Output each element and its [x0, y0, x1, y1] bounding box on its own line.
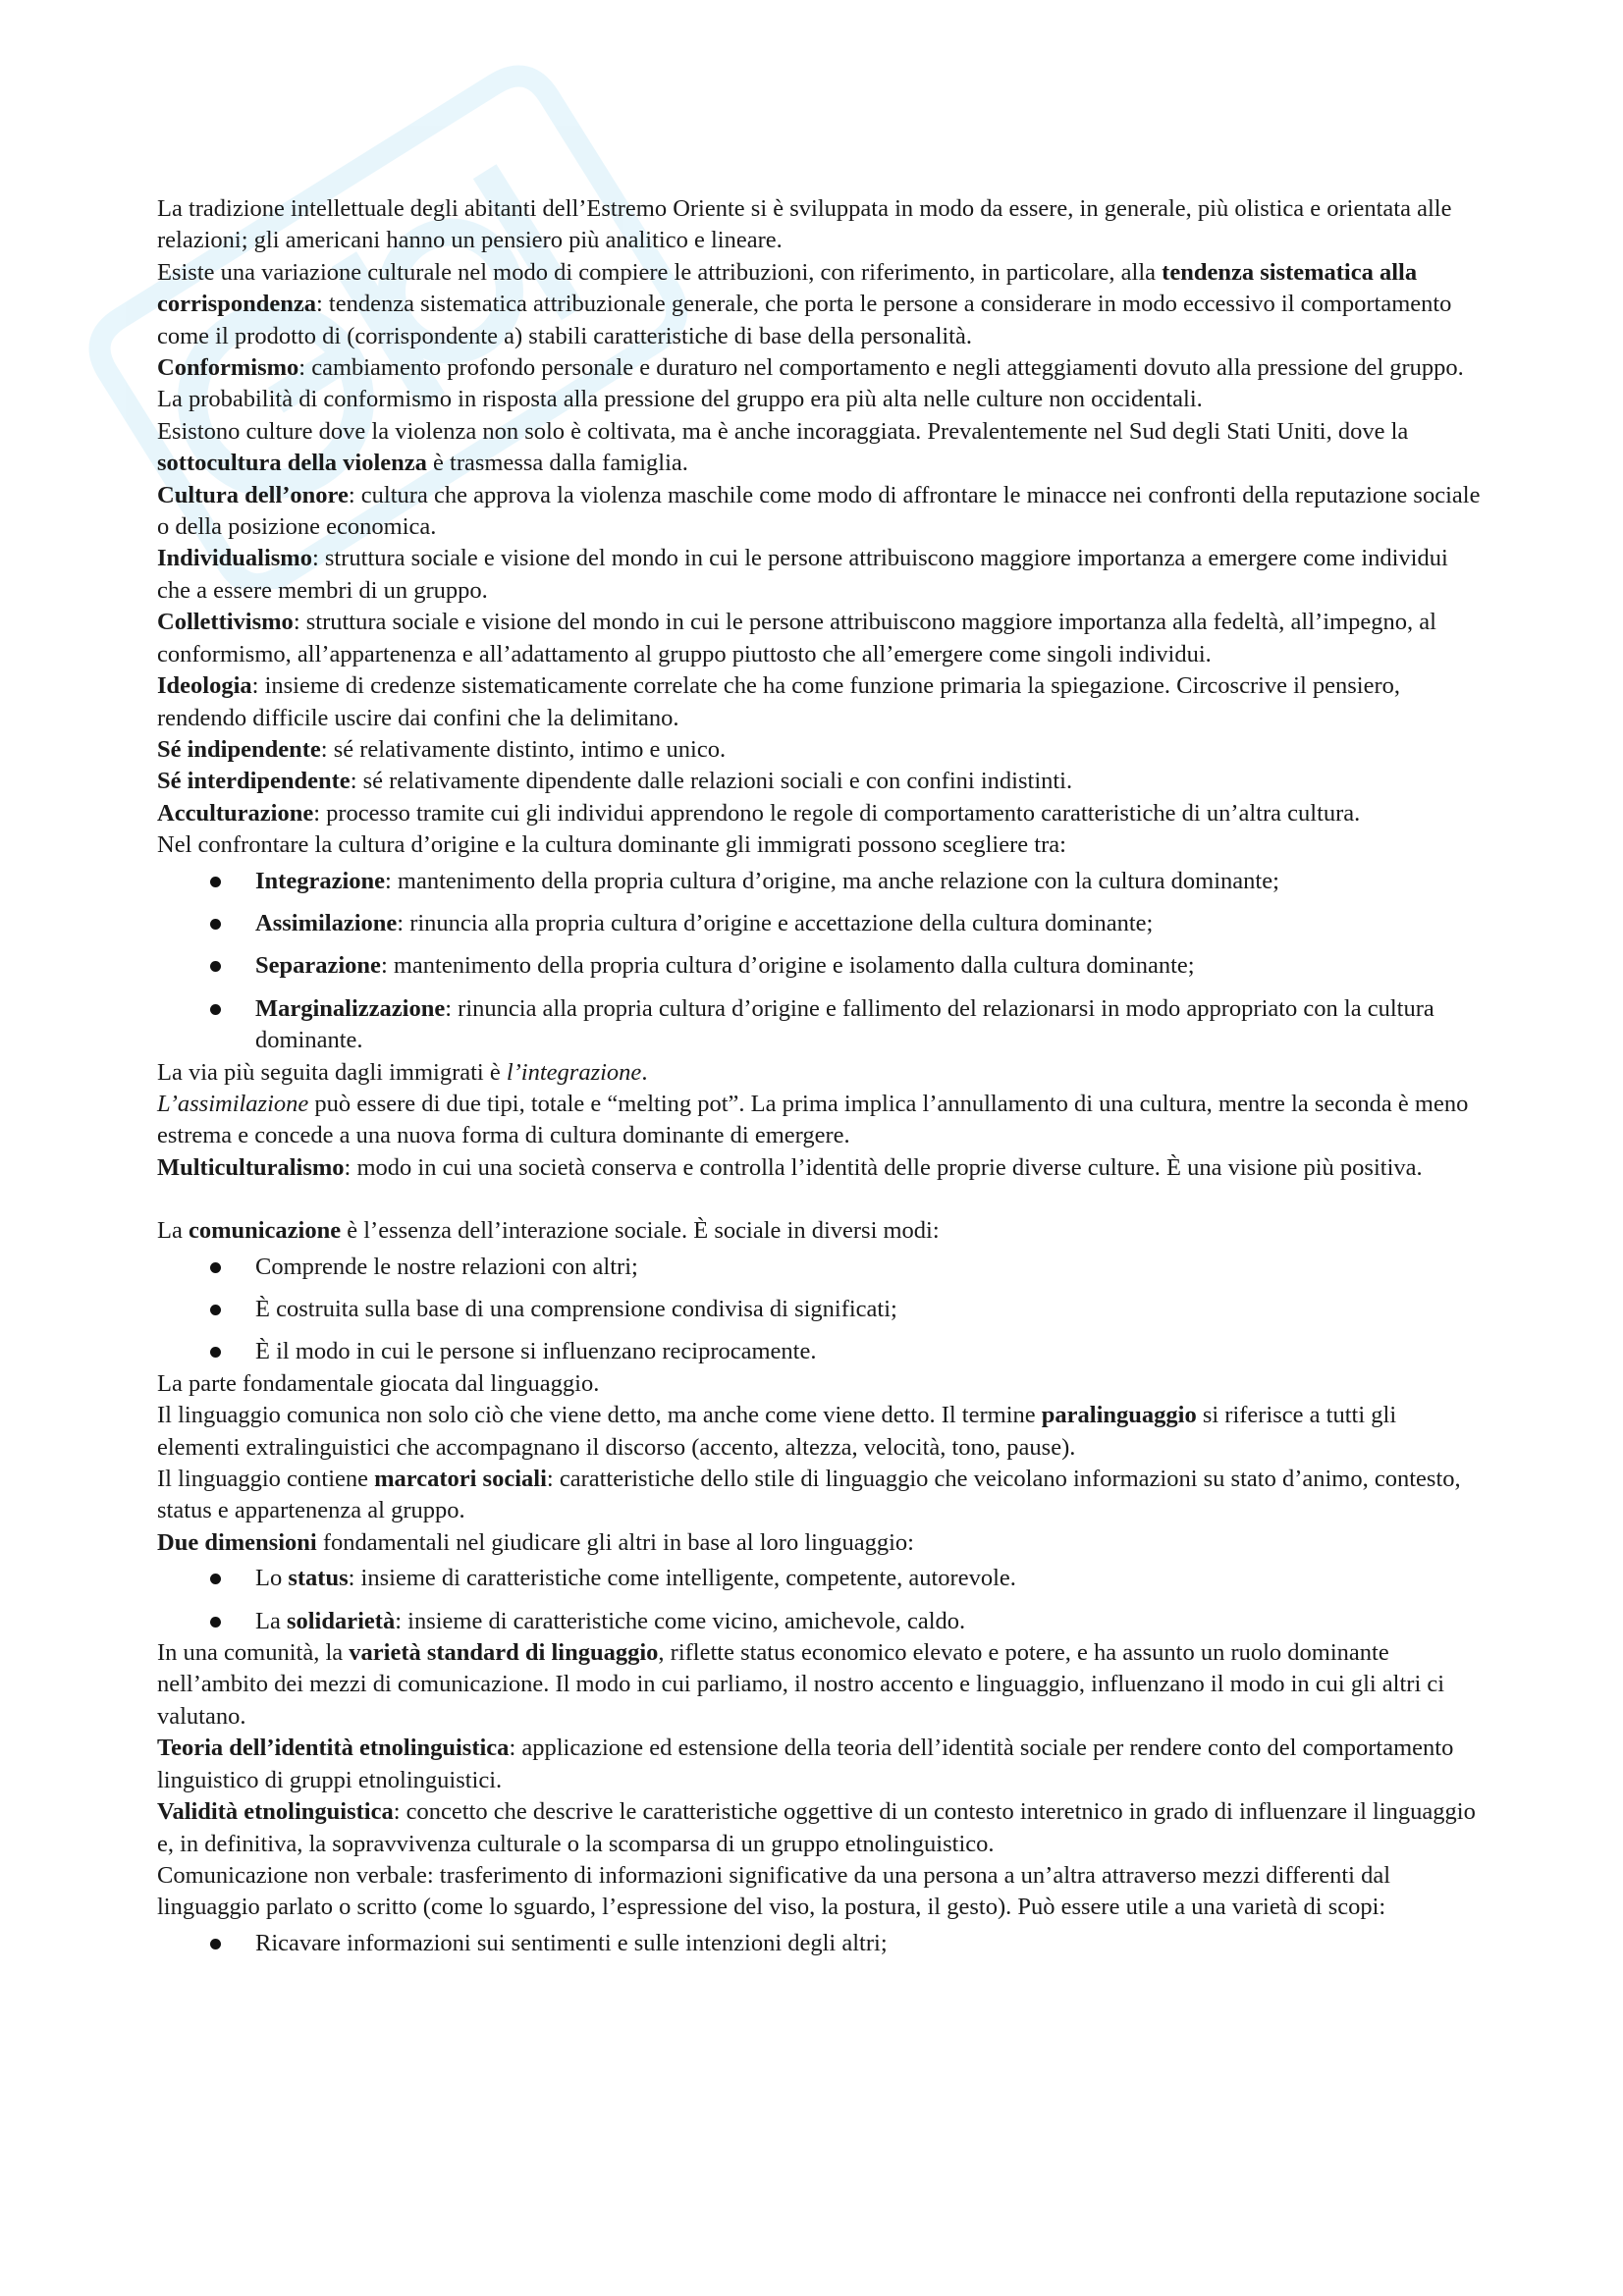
paragraph: Esiste una variazione culturale nel modo di compiere le attribuzioni, con riferimento, in particolare, alla tendenza sistematica alla corrispondenza: tendenza sistematica attribuzionale generale, che porta le persone a considerare in modo eccessivo il comportamento come il prodotto di (corrispondente a) stabili caratteristiche di base della personalità. [157, 258, 1452, 349]
list-item: Assimilazione: rinuncia alla propria cultura d’origine e accettazione della cultura dominante; [255, 908, 1483, 939]
paragraph: Nel confrontare la cultura d’origine e la cultura dominante gli immigrati possono scegliere tra: [157, 831, 1066, 859]
term: Sé indipendente [157, 735, 321, 763]
paragraph: Individualismo: struttura sociale e visione del mondo in cui le persone attribuiscono maggiore importanza a emergere come individui che a essere membri di un gruppo. [157, 545, 1448, 604]
term: Separazione [255, 952, 381, 980]
term: comunicazione [188, 1217, 342, 1245]
paragraph: Comunicazione non verbale: trasferimento di informazioni significative da una persona a un’altra attraverso mezzi differenti dal linguaggio parlato o scritto (come lo sguardo, l’espressione del viso, la postura, il gesto). Può essere utile a una varietà di scopi: [157, 1861, 1391, 1921]
paragraph: La tradizione intellettuale degli abitanti dell’Estremo Oriente si è sviluppata in modo da essere, in generale, più olistica e orientata alle relazioni; gli americani hanno un pensiero più analitico e lineare. [157, 195, 1452, 254]
paragraph: Il linguaggio contiene marcatori sociali: caratteristiche dello stile di linguaggio che veicolano informazioni su stato d’animo, contesto, status e appartenenza al gruppo. [157, 1466, 1461, 1524]
list-item: Marginalizzazione: rinuncia alla propria cultura d’origine e fallimento del relazionarsi in modo appropriato con la cultura dominante. [255, 993, 1483, 1057]
paragraph: Il linguaggio comunica non solo ciò che viene detto, ma anche come viene detto. Il termine paralinguaggio si riferisce a tutti gli elementi extralinguistici che accompagnano il discorso (accento, altezza, velocità, tono, pause). [157, 1402, 1397, 1461]
list-item: Integrazione: mantenimento della propria cultura d’origine, ma anche relazione con la cultura dominante; [255, 866, 1483, 897]
list-item: Comprende le nostre relazioni con altri; [255, 1252, 1483, 1283]
term: sottocultura della violenza [157, 450, 427, 477]
paragraph: L’assimilazione può essere di due tipi, totale e “melting pot”. La prima implica l’annullamento di una cultura, mentre la seconda è meno estrema e concede a una nuova forma di cultura dominante di emergere. [157, 1090, 1469, 1149]
term: status [288, 1565, 349, 1592]
term: marcatori sociali [374, 1466, 547, 1493]
term: Assimilazione [255, 909, 398, 936]
term: Due dimensioni [157, 1528, 317, 1556]
term: tendenza sistematica alla corrispondenza [157, 258, 1418, 318]
paragraph: Cultura dell’onore: cultura che approva la violenza maschile come modo di affrontare le minacce nei confronti della reputazione sociale o della posizione economica. [157, 481, 1481, 541]
paragraph: Sé interdipendente: sé relativamente dipendente dalle relazioni sociali e con confini indistinti. [157, 768, 1073, 795]
paragraph: Sé indipendente: sé relativamente distinto, intimo e unico. [157, 735, 727, 763]
paragraph: Due dimensioni fondamentali nel giudicare gli altri in base al loro linguaggio: [157, 1528, 914, 1556]
paragraph: Conformismo: cambiamento profondo personale e duraturo nel comportamento e negli atteggiamenti dovuto alla pressione del gruppo. [157, 354, 1464, 382]
bullet-list-nonverbal [157, 1928, 1483, 1959]
term: Validità etnolinguistica [157, 1798, 394, 1826]
term: Conformismo [157, 354, 299, 382]
paragraph: La via più seguita dagli immigrati è l’integrazione. [157, 1058, 648, 1086]
paragraph: Ideologia: insieme di credenze sistematicamente correlate che ha come funzione primaria la spiegazione. Circoscrive il pensiero, rendendo difficile uscire dai confini che la delimitano. [157, 672, 1401, 731]
paragraph: Multiculturalismo: modo in cui una società conserva e controlla l’identità delle proprie diverse culture. È una visione più positiva. [157, 1153, 1423, 1181]
list-item: È costruita sulla base di una comprensione condivisa di significati; [255, 1294, 1483, 1325]
term: paralinguaggio [1041, 1402, 1197, 1429]
term: Integrazione [255, 867, 385, 894]
term: Acculturazione [157, 799, 314, 827]
term: Individualismo [157, 545, 312, 572]
term: varietà standard di linguaggio [349, 1639, 659, 1667]
paragraph: In una comunità, la varietà standard di linguaggio, riflette status economico elevato e potere, e ha assunto un ruolo dominante nell’ambito dei mezzi di comunicazione. Il modo in cui parliamo, il nostro accento e linguaggio, influenzano il modo in cui gli altri ci valutano. [157, 1639, 1445, 1730]
paragraph: Validità etnolinguistica: concetto che descrive le caratteristiche oggettive di un contesto interetnico in grado di influenzare il linguaggio e, in definitiva, la sopravvivenza culturale o la scomparsa di un gruppo etnolinguistico. [157, 1798, 1476, 1857]
term: Marginalizzazione [255, 994, 446, 1022]
bullet-list-dimensions [157, 1563, 1483, 1637]
paragraph: La parte fondamentale giocata dal linguaggio. [157, 1369, 600, 1397]
term: solidarietà [286, 1607, 396, 1634]
term: Collettivismo [157, 609, 294, 636]
term: Multiculturalismo [157, 1153, 345, 1181]
list-item: È il modo in cui le persone si influenzano reciprocamente. [255, 1336, 1483, 1367]
list-item: Ricavare informazioni sui sentimenti e sulle intenzioni degli altri; [255, 1928, 1483, 1959]
list-item: La solidarietà: insieme di caratteristiche come vicino, amichevole, caldo. [255, 1606, 1483, 1637]
paragraph: Teoria dell’identità etnolinguistica: applicazione ed estensione della teoria dell’identità sociale per rendere conto del comportamento linguistico di gruppi etnolinguistici. [157, 1735, 1454, 1793]
paragraph: Collettivismo: struttura sociale e visione del mondo in cui le persone attribuiscono maggiore importanza alla fedeltà, all’impegno, al conformismo, all’appartenenza e all’adattamento al gruppo piuttosto che all’emergere come singoli individui. [157, 609, 1436, 667]
document-body [157, 193, 1483, 1970]
term: Teoria dell’identità etnolinguistica [157, 1735, 510, 1762]
paragraph: La probabilità di conformismo in risposta alla pressione del gruppo era più alta nelle culture non occidentali. [157, 386, 1203, 413]
bullet-list-communication [157, 1252, 1483, 1368]
list-item: Lo status: insieme di caratteristiche come intelligente, competente, autorevole. [255, 1563, 1483, 1594]
paragraph: La comunicazione è l’essenza dell’interazione sociale. È sociale in diversi modi: [157, 1217, 940, 1245]
bullet-list-acculturation [157, 866, 1483, 1057]
paragraph: Esistono culture dove la violenza non solo è coltivata, ma è anche incoraggiata. Prevalentemente nel Sud degli Stati Uniti, dove la sottocultura della violenza è trasmessa dalla famiglia. [157, 417, 1409, 477]
blank-line [157, 1184, 1483, 1215]
list-item: Separazione: mantenimento della propria cultura d’origine e isolamento dalla cultura dominante; [255, 950, 1483, 982]
paragraph: Acculturazione: processo tramite cui gli individui apprendono le regole di comportamento caratteristiche di un’altra cultura. [157, 799, 1361, 827]
term: Cultura dell’onore [157, 481, 349, 508]
term: Sé interdipendente [157, 768, 351, 795]
term: Ideologia [157, 672, 252, 700]
